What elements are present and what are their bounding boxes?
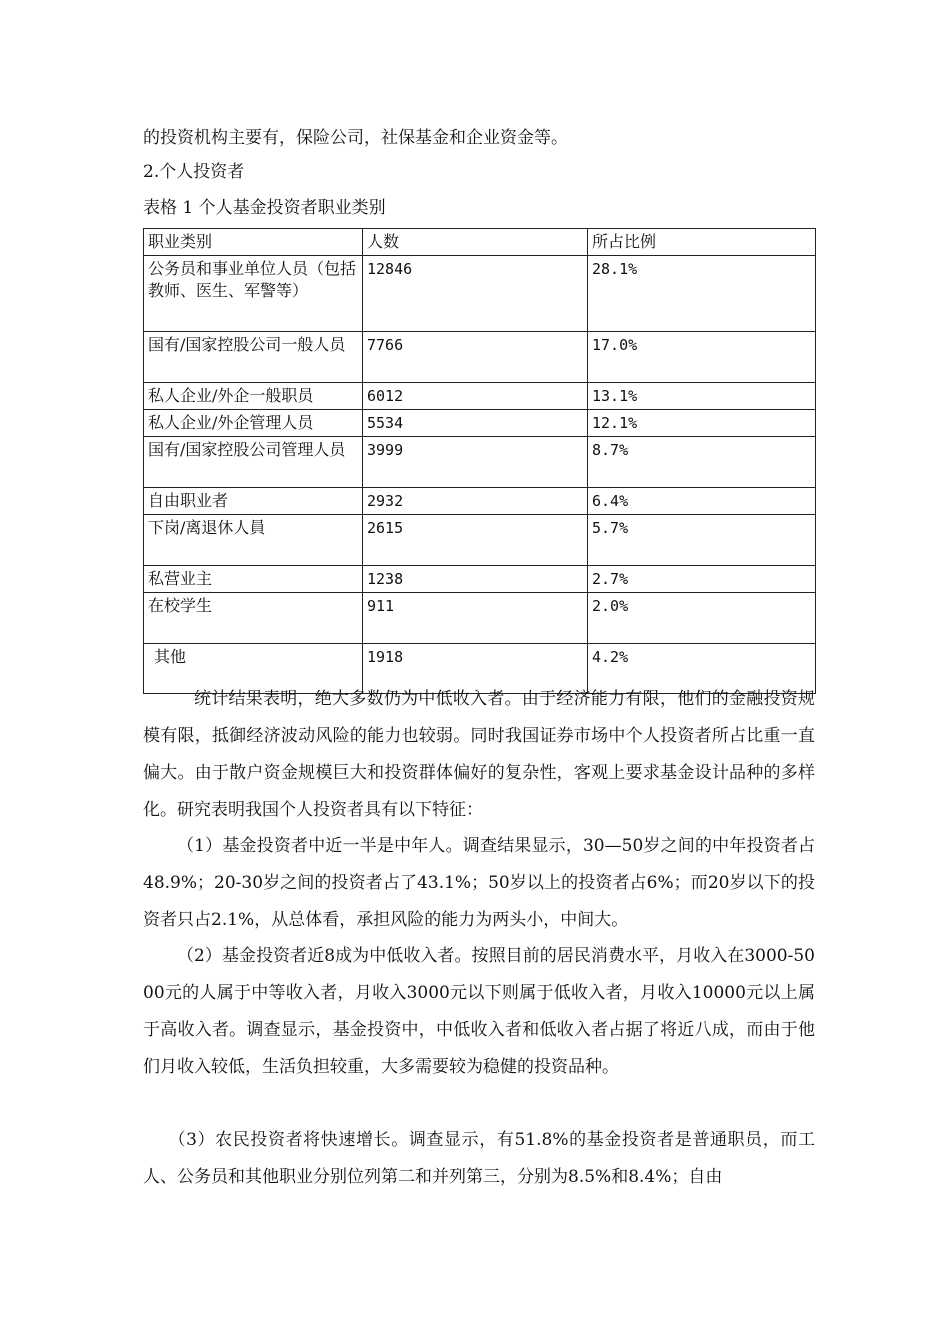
row-count: 3999 — [363, 437, 588, 488]
intro-line: 的投资机构主要有，保险公司，社保基金和企业资金等。 — [143, 128, 568, 148]
row-category: 国有/国家控股公司管理人员 — [144, 437, 363, 488]
row-category: 私人企业/外企管理人员 — [144, 410, 363, 437]
table-row — [144, 593, 816, 644]
body-paragraph-3: （2）基金投资者近8成为中低收入者。按照目前的居民消费水平，月收入在3000-5000元的人属于中等收入者，月收入3000元以下则属于低收入者，月收入10000元以上属于高收入者。调查显示，基金投资中，中低收入者和低收入者占据了将近八成，而由于他们月收入较低，生活负担较重，大多需要较为稳健的投资品种。 — [143, 946, 815, 1077]
row-category: 国有/国家控股公司一般人员 — [144, 332, 363, 383]
row-count: 12846 — [363, 256, 588, 332]
table-row — [144, 410, 816, 437]
row-share: 13.1% — [588, 383, 816, 410]
row-count: 911 — [363, 593, 588, 644]
body-paragraph-4: （3）农民投资者将快速增长。调查显示，有51.8%的基金投资者是普通职员，而工人、公务员和其他职业分别位列第二和并列第三，分别为8.5%和8.4%；自由 — [143, 1130, 815, 1187]
row-category: 下岗/离退休人員 — [144, 515, 363, 566]
row-share: 6.4% — [588, 488, 816, 515]
table-row — [144, 437, 816, 488]
table-row — [144, 515, 816, 566]
row-category: 在校学生 — [144, 593, 363, 644]
table-caption: 表格 1 个人基金投资者职业类别 — [143, 198, 386, 218]
row-share: 12.1% — [588, 410, 816, 437]
row-category: 公务员和事业单位人员（包括教师、医生、军警等） — [144, 256, 363, 332]
row-share: 28.1% — [588, 256, 816, 332]
occupation-table — [143, 228, 816, 694]
body-paragraph-2: （1）基金投资者中近一半是中年人。调查结果显示，30—50岁之间的中年投资者占48.9%；20-30岁之间的投资者占了43.1%；50岁以上的投资者占6%；而20岁以下的投资者只占2.1%，从总体看，承担风险的能力为两头小，中间大。 — [143, 836, 815, 930]
body-paragraph-1: 统计结果表明，绝大多数仍为中低收入者。由于经济能力有限，他们的金融投资规模有限，抵御经济波动风险的能力也较弱。同时我国证券市场中个人投资者所占比重一直偏大。由于散户资金规模巨大和投资群体偏好的复杂性，客观上要求基金设计品种的多样化。研究表明我国个人投资者具有以下特征： — [143, 689, 815, 820]
row-share: 4.2% — [588, 644, 816, 694]
header-category: 职业类别 — [144, 229, 363, 256]
row-share: 5.7% — [588, 515, 816, 566]
table-row — [144, 256, 816, 332]
row-share: 8.7% — [588, 437, 816, 488]
table-row — [144, 332, 816, 383]
table-header-row — [144, 229, 816, 256]
table-row — [144, 383, 816, 410]
row-share: 17.0% — [588, 332, 816, 383]
row-count: 1238 — [363, 566, 588, 593]
section-heading: 2.个人投资者 — [143, 162, 245, 182]
table-row — [144, 488, 816, 515]
row-share: 2.7% — [588, 566, 816, 593]
row-share: 2.0% — [588, 593, 816, 644]
row-category: 其他 — [144, 644, 363, 694]
row-count: 2615 — [363, 515, 588, 566]
row-count: 6012 — [363, 383, 588, 410]
row-category: 私营业主 — [144, 566, 363, 593]
row-count: 5534 — [363, 410, 588, 437]
row-count: 2932 — [363, 488, 588, 515]
table-row — [144, 566, 816, 593]
row-count: 1918 — [363, 644, 588, 694]
header-share: 所占比例 — [588, 229, 816, 256]
row-category: 自由职业者 — [144, 488, 363, 515]
row-count: 7766 — [363, 332, 588, 383]
row-category: 私人企业/外企一般职员 — [144, 383, 363, 410]
header-count: 人数 — [363, 229, 588, 256]
